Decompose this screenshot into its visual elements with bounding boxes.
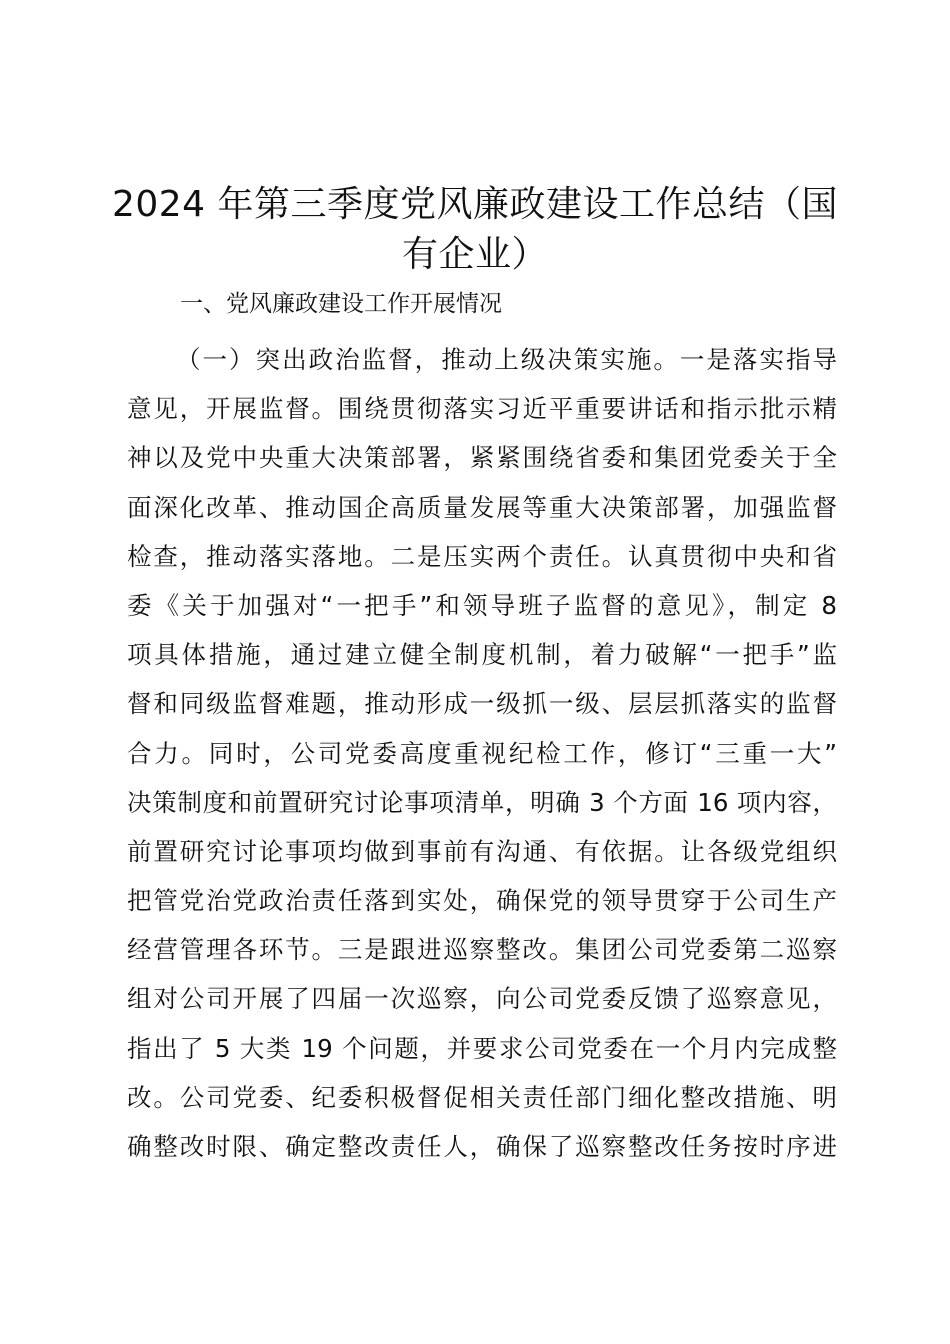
paragraph-line: 检查，推动落实落地。二是压实两个责任。认真贯彻中央和省 [127, 541, 837, 571]
paragraph-line: 面深化改革、推动国企高质量发展等重大决策部署，加强监督 [127, 492, 837, 522]
paragraph-line: 合力。同时，公司党委高度重视纪检工作，修订“三重一大” [127, 738, 837, 768]
body-paragraph [127, 335, 837, 1171]
paragraph-line: 督和同级监督难题，推动形成一级抓一级、层层抓落实的监督 [127, 689, 837, 719]
paragraph-line: 项具体措施，通过建立健全制度机制，着力破解“一把手”监 [127, 640, 837, 670]
paragraph-line: 经营管理各环节。三是跟进巡察整改。集团公司党委第二巡察 [127, 935, 837, 965]
section-heading: 一、党风廉政建设工作开展情况 [180, 291, 502, 317]
paragraph-line: 确整改时限、确定整改责任人，确保了巡察整改任务按时序进 [127, 1132, 837, 1161]
title-line-2: 有企业） [401, 234, 548, 275]
paragraph-line: 决策制度和前置研究讨论事项清单，明确 3 个方面 16 项内容， [127, 787, 837, 817]
paragraph-line: 把管党治党政治责任落到实处，确保党的领导贯穿于公司生产 [127, 886, 837, 916]
paragraph-line: 指出了 5 大类 19 个问题，并要求公司党委在一个月内完成整 [127, 1033, 837, 1063]
paragraph-line: 神以及党中央重大决策部署，紧紧围绕省委和集团党委关于全 [127, 443, 837, 473]
title-line-1: 2024 年第三季度党风廉政建设工作总结（国 [111, 184, 839, 225]
paragraph-line: 委《关于加强对“一把手”和领导班子监督的意见》，制定 8 [127, 590, 837, 620]
document-title [110, 180, 840, 280]
paragraph-line: 意见，开展监督。围绕贯彻落实习近平重要讲话和指示批示精 [127, 394, 837, 424]
paragraph-line: 改。公司党委、纪委积极督促相关责任部门细化整改措施、明 [127, 1082, 837, 1112]
paragraph-line: 组对公司开展了四届一次巡察，向公司党委反馈了巡察意见， [127, 984, 837, 1014]
paragraph-line: （一）突出政治监督，推动上级决策实施。一是落实指导 [176, 345, 837, 374]
paragraph-line: 前置研究讨论事项均做到事前有沟通、有依据。让各级党组织 [127, 836, 837, 866]
